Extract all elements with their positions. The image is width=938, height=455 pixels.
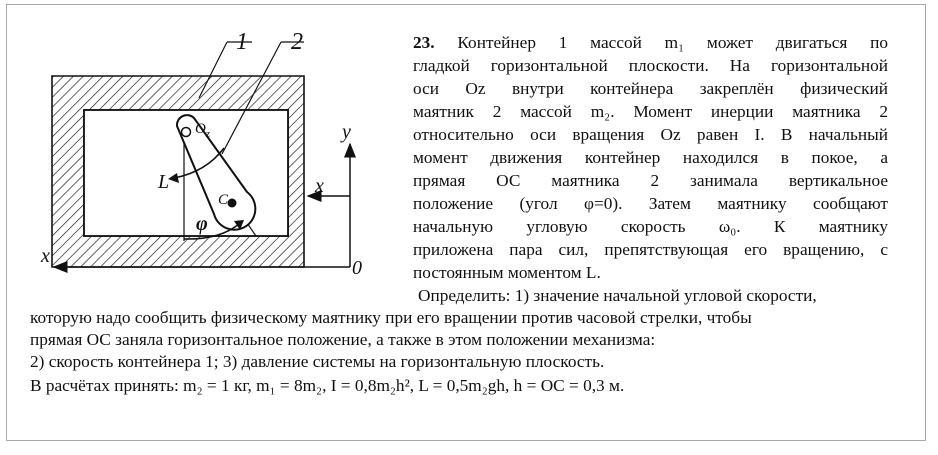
problem-number: 23. [413,33,435,52]
problem-line: оси Oz внутри контейнера закреплён физический [413,79,888,98]
pivot-oz [182,128,191,137]
figure-label-oz: $O_z$ [195,121,210,140]
full-line-1: которую надо сообщить физическому маятнику при его вращении против часовой стрелки, чтобы [30,308,752,327]
problem-line: постоянным моментом L. [413,263,601,282]
given-values-line: В расчётах принять: m₂ = 1 кг, m₁ = 8m₂, I = 0,8m₂h², L = 0,5m₂gh, h = OC = 0,3 м. [30,376,625,395]
figure-label-y: y [342,121,351,143]
task-line: Определить: 1) значение начальной угловой скорости, [418,286,817,305]
figure-label-l: L [158,171,170,193]
full-line-2: прямая ОС заняла горизонтальное положение, а также в этом положении механизма: [30,330,656,349]
problem-line: момент движения контейнер находился в покое, а [413,148,888,167]
problem-line: относительно оси вращения Oz равен I. В начальный [413,125,888,144]
problem-line: гладкой горизонтальной плоскости. На горизонтальной [413,56,888,75]
problem-text [413,31,888,284]
figure-label-1: 1 [236,29,248,55]
problem-line: 23. Контейнер 1 массой m₁ может двигаться по [413,33,888,52]
full-line-3: 2) скорость контейнера 1; 3) давление системы на горизонтальную плоскость. [30,352,605,371]
problem-line: начальную угловую скорость ω₀. К маятнику [413,217,888,236]
figure-label-origin: 0 [352,257,362,279]
figure-label-x-left: x [41,245,50,267]
problem-line: маятник 2 массой m₂. Момент инерции маятника 2 [413,102,888,121]
figure-label-2: 2 [291,29,303,55]
figure-label-phi: φ [196,213,208,235]
problem-line: положение (угол φ=0). Затем маятнику сообщают [413,194,888,213]
mechanism-drawing [34,26,384,286]
mechanism-figure [34,26,384,286]
problem-line: прямая ОС маятника 2 занимала вертикальное [413,171,888,190]
center-c [228,199,237,208]
problem-line: приложена пара сил, препятствующая его вращению, с [413,240,888,259]
figure-label-x-right: x [315,175,324,197]
figure-label-c: C [218,192,229,208]
